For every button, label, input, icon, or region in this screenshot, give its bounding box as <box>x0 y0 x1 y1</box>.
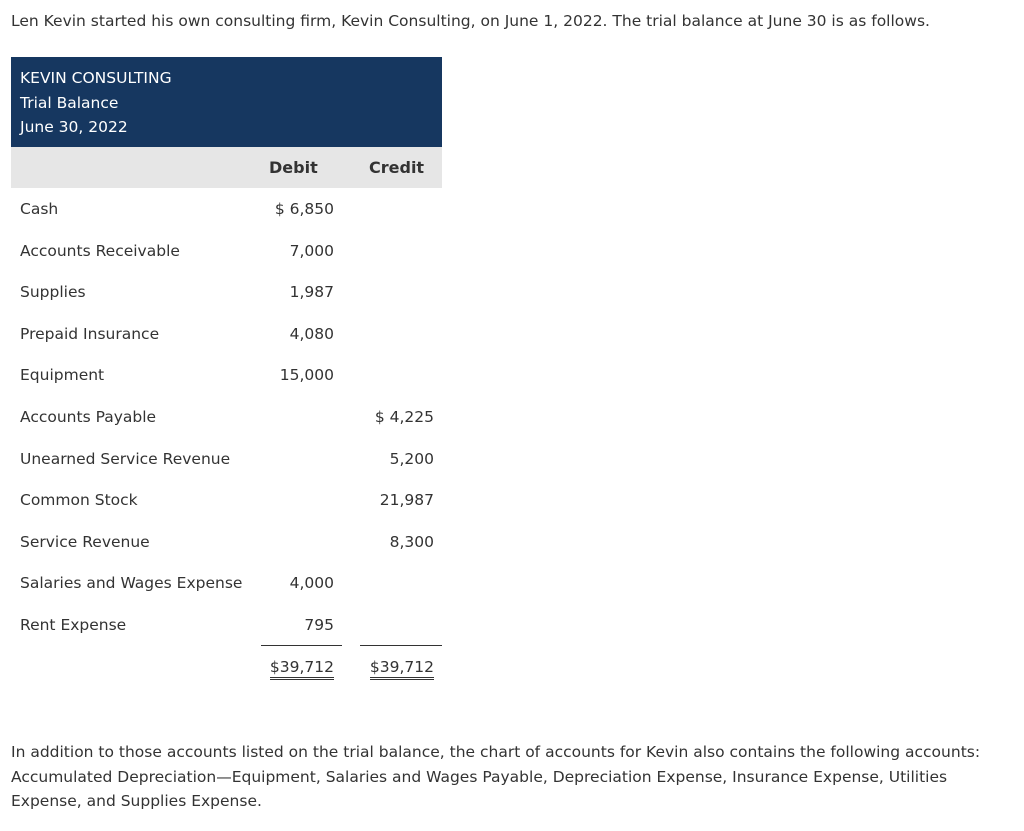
table-row <box>11 439 442 481</box>
table-row <box>11 355 442 397</box>
column-header-row <box>11 147 442 188</box>
debit-amount: 4,000 <box>289 574 334 593</box>
credit-subtotal-rule <box>360 645 442 646</box>
debit-subtotal-rule <box>261 645 342 646</box>
debit-column-header: Debit <box>269 158 318 177</box>
debit-amount: $ 6,850 <box>274 200 334 218</box>
credit-amount: 21,987 <box>379 491 434 510</box>
credit-amount: $ 4,225 <box>374 408 434 426</box>
account-name: Salaries and Wages Expense <box>20 574 243 593</box>
debit-amount: 7,000 <box>289 241 334 260</box>
account-name: Equipment <box>20 366 105 385</box>
account-name: Accounts Receivable <box>20 241 180 260</box>
account-name: Service Revenue <box>20 532 150 551</box>
table-row <box>11 563 442 605</box>
intro-text: Len Kevin started his own consulting firm, Kevin Consulting, on June 1, 2022. The trial balance at June 30 is as follows. <box>11 12 930 30</box>
credit-amount: 5,200 <box>389 449 434 468</box>
table-row <box>11 189 442 231</box>
account-name: Cash <box>20 200 59 218</box>
outro-text: In addition to those accounts listed on the trial balance, the chart of accounts for Kevin also contains the following accounts: Accumulated Depreciation—Equipment, Salaries and Wages Payable, Depreciation Expense, Insurance Expense, Utilities Expense, and Supplies Expense. <box>11 743 981 810</box>
table-row <box>11 522 442 564</box>
totals-row <box>11 647 442 689</box>
company-name: KEVIN CONSULTING <box>20 69 172 87</box>
account-name: Accounts Payable <box>20 408 157 426</box>
debit-amount: 15,000 <box>279 366 334 385</box>
statement-date: June 30, 2022 <box>20 118 128 136</box>
table-row <box>11 605 442 647</box>
total-credit: $39,712 <box>370 658 434 680</box>
account-name: Prepaid Insurance <box>20 324 160 343</box>
account-name: Rent Expense <box>20 616 127 634</box>
table-row <box>11 314 442 356</box>
credit-amount: 8,300 <box>389 532 434 551</box>
table-row <box>11 231 442 273</box>
statement-name: Trial Balance <box>20 93 119 112</box>
debit-amount: 795 <box>304 616 334 634</box>
account-name: Unearned Service Revenue <box>20 449 231 468</box>
trial-balance-header <box>11 57 442 147</box>
table-row <box>11 272 442 314</box>
debit-amount: 1,987 <box>289 283 334 302</box>
table-row <box>11 397 442 439</box>
table-row <box>11 480 442 522</box>
debit-amount: 4,080 <box>289 324 334 343</box>
credit-column-header: Credit <box>369 158 425 177</box>
account-name: Common Stock <box>20 491 138 510</box>
total-debit: $39,712 <box>270 658 334 680</box>
account-name: Supplies <box>20 283 86 302</box>
